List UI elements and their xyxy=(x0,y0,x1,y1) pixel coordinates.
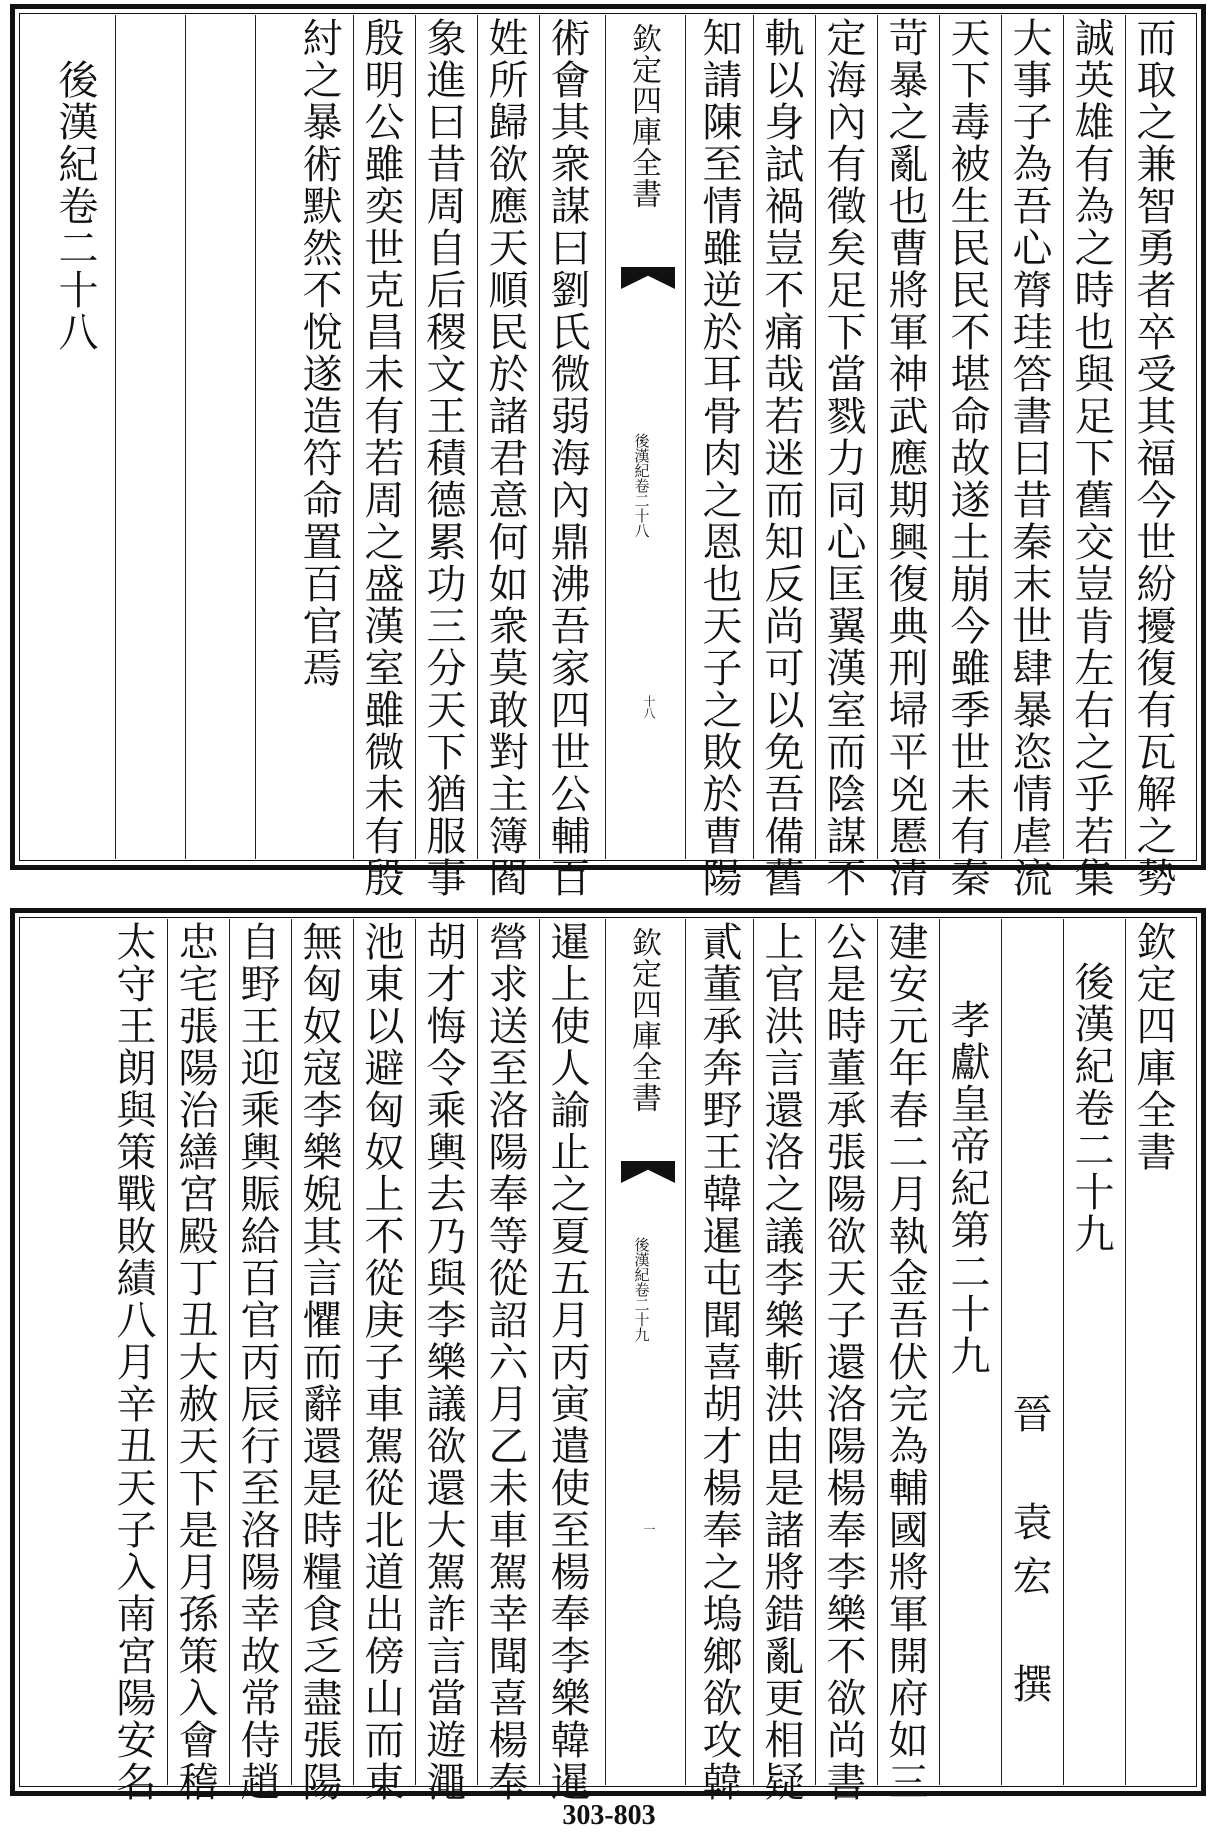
fishtail-mark xyxy=(621,267,675,289)
fishtail-rule xyxy=(685,919,686,1785)
text-column: 誠英雄有為之時也與足下舊交豈肯左右之乎若集 xyxy=(1068,17,1114,899)
column-rule xyxy=(753,15,754,859)
text-column: 無匈奴寇李樂婗其言懼而辭還是時糧食乏盡張陽 xyxy=(296,921,342,1803)
text-column: 知請陳至情雖逆於耳骨肉之恩也天子之敗於曹陽 xyxy=(696,17,742,899)
fishtail-title: 欽定四庫全書 xyxy=(626,927,661,1113)
column-rule xyxy=(353,919,354,1785)
volume-title: 後漢紀卷二十九 xyxy=(1068,961,1114,1255)
column-rule xyxy=(939,15,940,859)
text-column: 太守王朗與策戰敗績八月辛丑天子入南宮陽安名 xyxy=(110,921,156,1803)
text-column: 公是時董承張陽欲天子還洛陽楊奉李樂不欲尚書 xyxy=(820,921,866,1803)
column-rule xyxy=(539,15,540,859)
text-column: 營求送至洛陽奉等從詔六月乙未車駕幸聞喜楊奉 xyxy=(482,921,528,1803)
column-rule xyxy=(477,919,478,1785)
text-column: 天下毒被生民民不堪命故遂土崩今雖季世未有秦 xyxy=(944,17,990,899)
column-rule xyxy=(185,15,186,859)
fishtail-rule xyxy=(685,15,686,859)
column-rule xyxy=(167,919,168,1785)
column-rule xyxy=(255,15,256,859)
column-rule xyxy=(353,15,354,859)
text-column: 貳董承奔野王韓暹屯聞喜胡才楊奉之塢鄉欲攻韓 xyxy=(696,921,742,1803)
fishtail-title: 欽定四庫全書 xyxy=(626,23,661,209)
text-column: 苛暴之亂也曹將軍神武應期興復典刑埽平兇慝清 xyxy=(882,17,928,899)
column-rule xyxy=(1125,919,1126,1785)
text-column: 暹上使人諭止之夏五月丙寅遣使至楊奉李樂韓暹 xyxy=(544,921,590,1803)
text-column: 池東以避匈奴上不從庚子車駕從北道出傍山而東 xyxy=(358,921,404,1803)
column-rule xyxy=(877,15,878,859)
column-rule xyxy=(229,919,230,1785)
text-column: 忠宅張陽治繕宮殿丁丑大赦天下是月孫策入會稽 xyxy=(172,921,218,1803)
fishtail-page-mark: 一 xyxy=(642,1523,656,1535)
column-rule xyxy=(815,919,816,1785)
column-rule xyxy=(1063,919,1064,1785)
text-column: 姓所歸欲應天順民於諸君意何如衆莫敢對主簿閻 xyxy=(482,17,528,899)
column-rule xyxy=(291,919,292,1785)
fishtail-rule xyxy=(605,919,606,1785)
fishtail-column xyxy=(613,919,683,1779)
text-column: 軌以身試禍豈不痛哉若迷而知反尚可以免吾備舊 xyxy=(758,17,804,899)
page-number: 303-803 xyxy=(562,1800,656,1831)
column-rule xyxy=(1063,15,1064,859)
text-column: 紂之暴術默然不悅遂造符命置百官焉 xyxy=(296,17,342,689)
fishtail-side-text: 後漢紀卷二十八 xyxy=(632,433,651,538)
chapter-title: 孝獻皇帝紀第二十九 xyxy=(944,999,990,1377)
column-rule xyxy=(1001,919,1002,1785)
text-column: 而取之兼智勇者卒受其福今世紛擾復有瓦解之勢 xyxy=(1130,17,1176,899)
fishtail-page-mark: 十八 xyxy=(642,695,656,719)
fishtail-mark xyxy=(621,1161,675,1183)
text-column: 象進曰昔周自后稷文王積德累功三分天下猶服事 xyxy=(420,17,466,899)
fishtail-side-text: 後漢紀卷二十九 xyxy=(632,1237,651,1342)
header-title: 欽定四庫全書 xyxy=(1130,921,1176,1173)
column-rule xyxy=(1125,15,1126,859)
fishtail-column xyxy=(613,15,683,855)
end-title: 後漢紀卷二十八 xyxy=(52,59,98,353)
column-rule xyxy=(877,919,878,1785)
column-rule xyxy=(1001,15,1002,859)
top-page-panel xyxy=(10,4,1206,899)
column-rule xyxy=(753,919,754,1785)
text-column: 術會其衆謀曰劉氏微弱海內鼎沸吾家四世公輔百 xyxy=(544,17,590,899)
text-column: 自野王迎乘輿賑給百官丙辰行至洛陽幸故常侍趙 xyxy=(234,921,280,1803)
column-rule xyxy=(539,919,540,1785)
bottom-page-panel xyxy=(10,908,1206,1803)
text-column: 大事子為吾心膂珪答書曰昔秦末世肆暴恣情虐流 xyxy=(1006,17,1052,899)
column-rule xyxy=(477,15,478,859)
text-column: 上官洪言還洛之議李樂斬洪由是諸將錯亂更相疑 xyxy=(758,921,804,1803)
column-rule xyxy=(939,919,940,1785)
author-line: 晉 袁宏 撰 xyxy=(1006,1393,1052,1717)
column-rule xyxy=(415,919,416,1785)
fishtail-rule xyxy=(605,15,606,859)
text-column: 殷明公雖奕世克昌未有若周之盛漢室雖微未有殷 xyxy=(358,17,404,899)
column-rule xyxy=(415,15,416,859)
column-rule xyxy=(815,15,816,859)
text-column: 建安元年春二月執金吾伏完為輔國將軍開府如三 xyxy=(882,921,928,1803)
column-rule xyxy=(115,15,116,859)
text-column: 胡才悔令乘輿去乃與李樂議欲還大駕詐言當遊澠 xyxy=(420,921,466,1803)
text-column: 定海內有徵矣足下當戮力同心匡翼漢室而陰謀不 xyxy=(820,17,866,899)
